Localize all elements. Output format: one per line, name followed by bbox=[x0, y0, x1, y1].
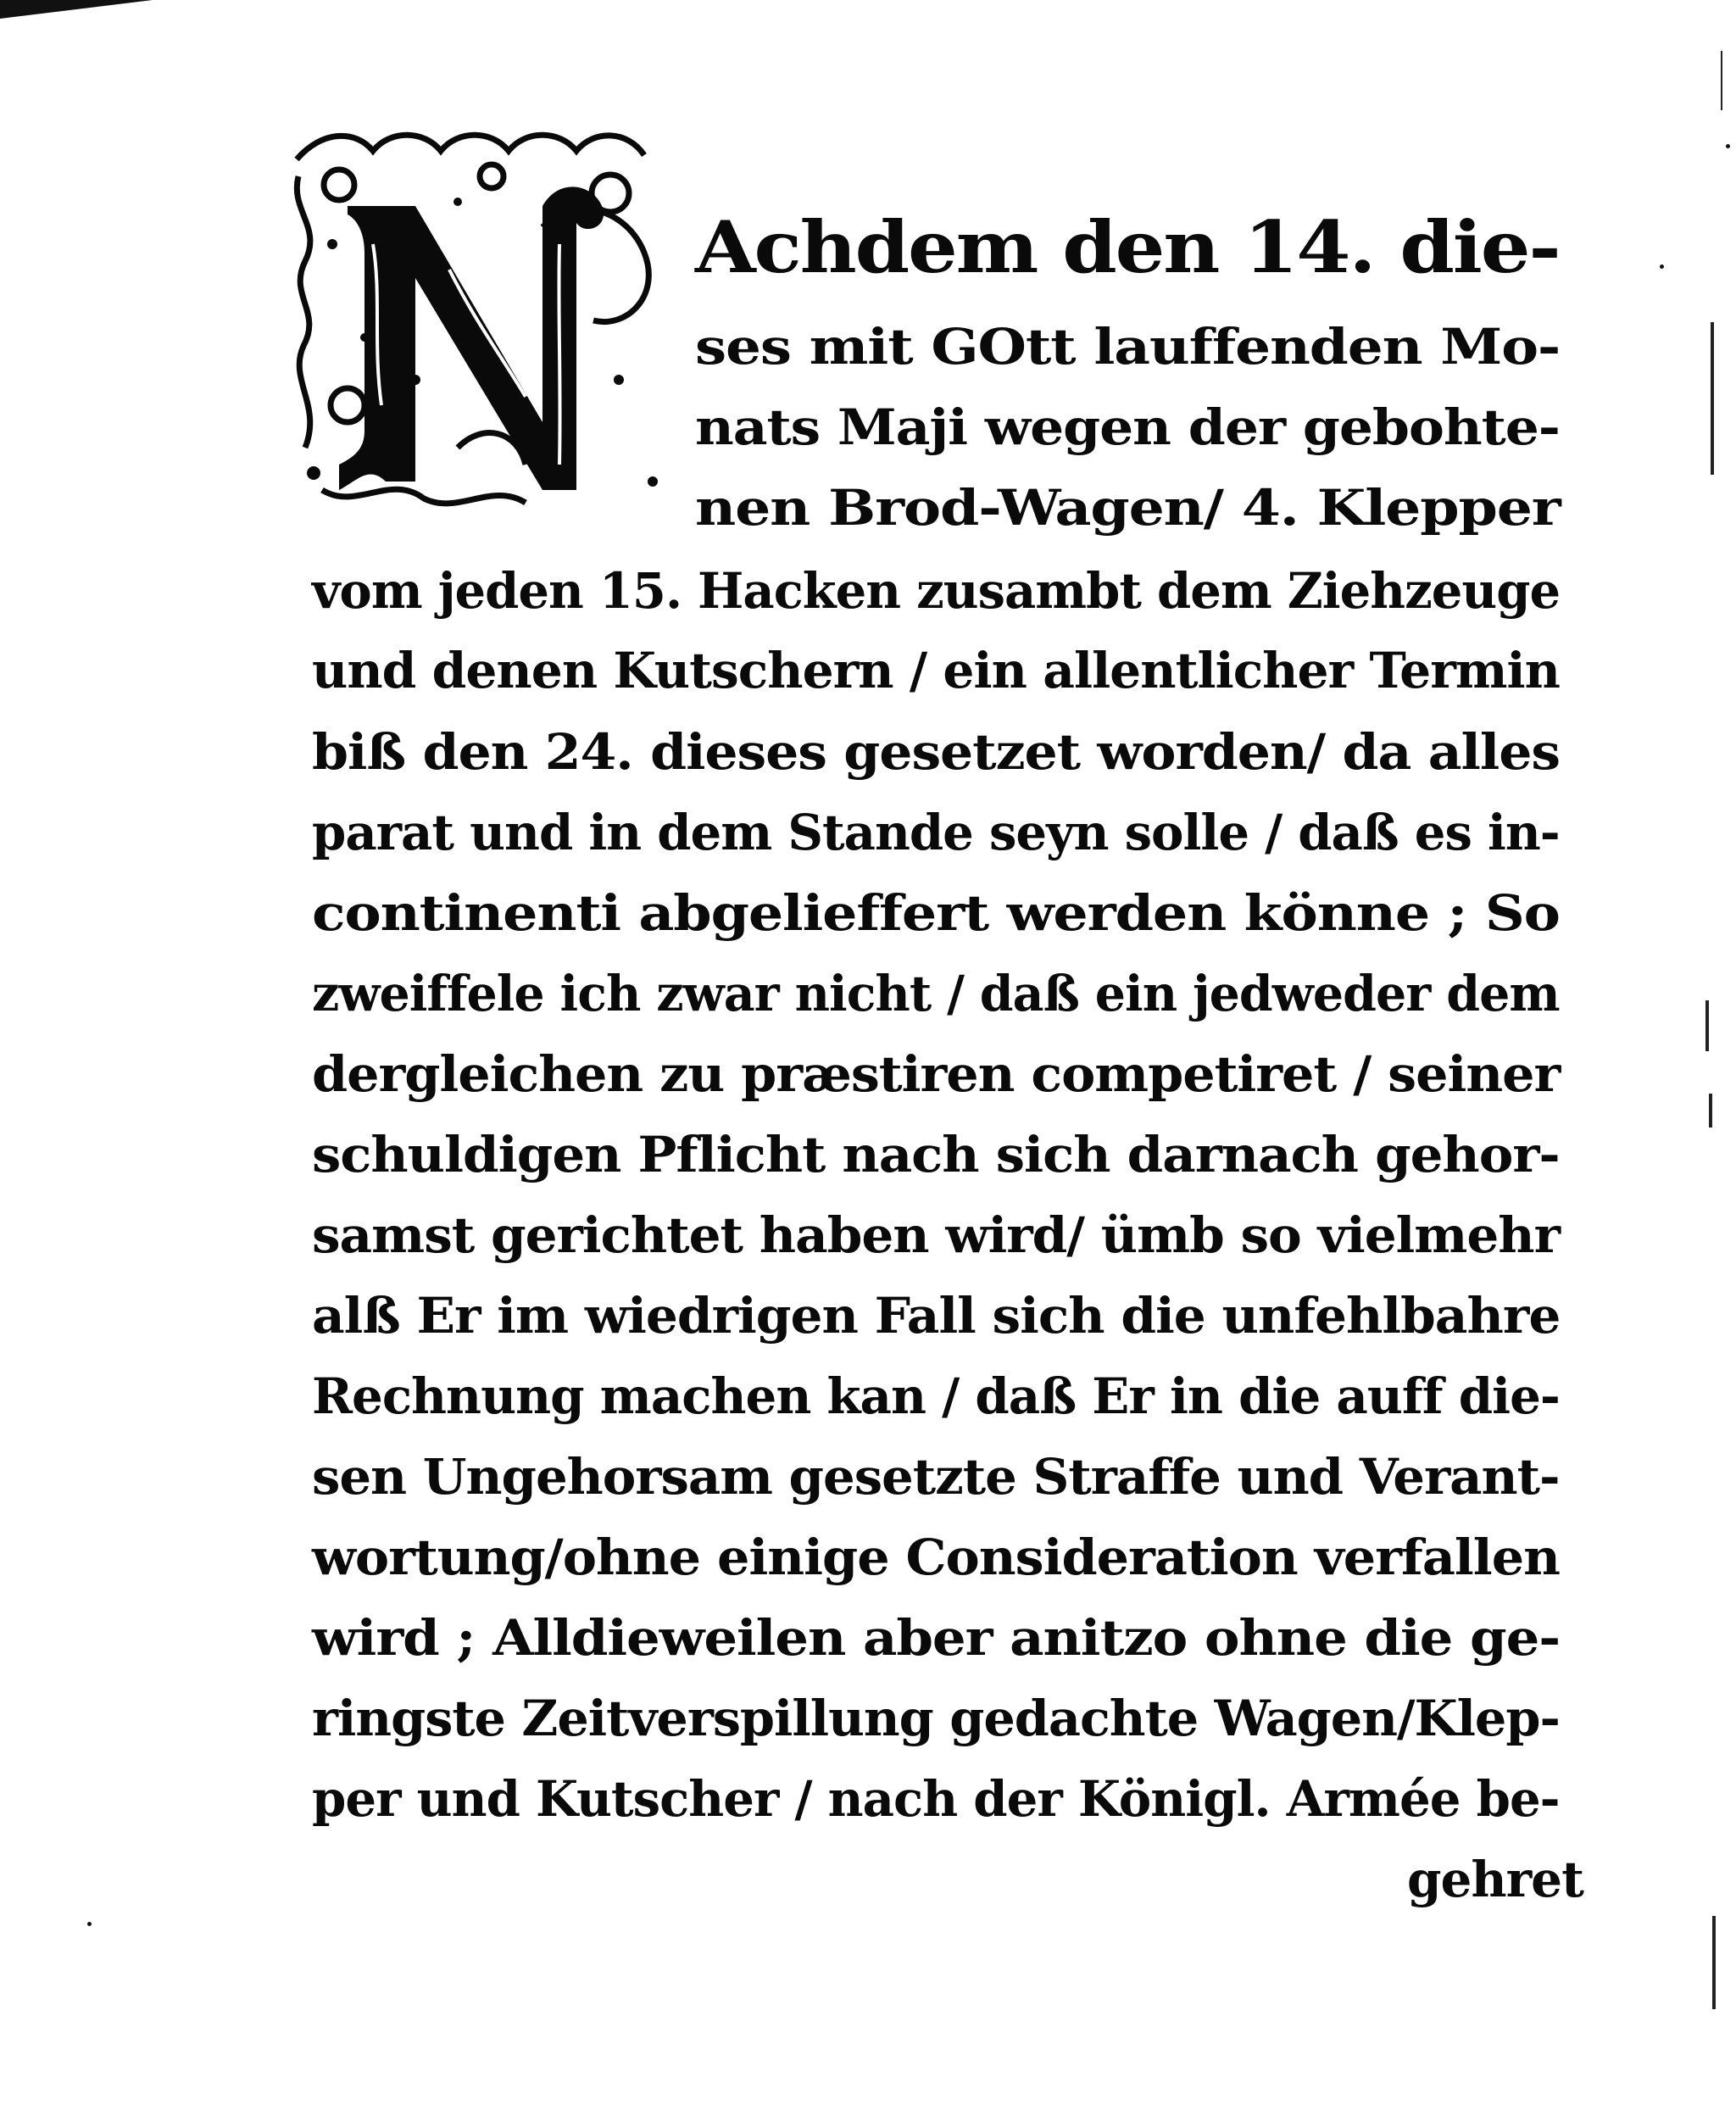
text-line: zweiffele ich zwar nicht / daß ein jedweder dem bbox=[312, 965, 1560, 1022]
ink-speck bbox=[87, 1922, 92, 1926]
text-line: per und Kutscher / nach der Königl. Armée be- bbox=[312, 1770, 1560, 1828]
ornamental-initial bbox=[288, 125, 685, 515]
text-line: biß den 24. dieses gesetzet worden/ da alles bbox=[312, 723, 1560, 781]
text-line: wortung/ohne einige Consideration verfallen bbox=[312, 1529, 1560, 1586]
text-line: wird ; Alldieweilen aber anitzo ohne die ge- bbox=[312, 1609, 1561, 1667]
text-line: parat und in dem Stande seyn solle / daß es in- bbox=[312, 804, 1560, 861]
text-line: Achdem den 14. die- bbox=[695, 205, 1560, 289]
text-line: dergleichen zu præstiren competiret / seiner bbox=[312, 1045, 1561, 1103]
text-line: samst gerichtet haben wird/ ümb so vielmehr bbox=[312, 1206, 1560, 1264]
text-line: continenti abgelieffert werden könne ; So bbox=[312, 884, 1560, 942]
text-line: sen Ungehorsam gesetzte Straffe und Verant- bbox=[312, 1448, 1560, 1506]
scan-edge-mark bbox=[1705, 1000, 1709, 1051]
text-line: Rechnung machen kan / daß Er in die auff die- bbox=[312, 1367, 1560, 1425]
scan-edge-mark bbox=[1712, 1916, 1716, 2009]
text-line: und denen Kutschern / ein allentlicher Termin bbox=[312, 642, 1560, 699]
scan-edge-mark bbox=[1709, 1094, 1712, 1128]
scan-edge-mark bbox=[1721, 51, 1722, 110]
catchword: gehret bbox=[1407, 1851, 1583, 1908]
text-line: nats Maji wegen der gebohte- bbox=[695, 398, 1560, 456]
text-line: schuldigen Pflicht nach sich darnach gehor- bbox=[312, 1126, 1560, 1183]
text-line: ringste Zeitverspillung gedachte Wagen/Klep- bbox=[312, 1690, 1560, 1747]
ink-speck bbox=[1726, 144, 1730, 148]
ink-speck bbox=[1660, 264, 1664, 269]
scan-edge-mark bbox=[1711, 322, 1714, 475]
text-line: ses mit GOtt lauffenden Mo- bbox=[695, 318, 1561, 376]
text-line: vom jeden 15. Hacken zusambt dem Ziehzeuge bbox=[312, 562, 1561, 620]
text-line: alß Er im wiedrigen Fall sich die unfehlbahre bbox=[312, 1287, 1561, 1345]
scan-corner-shadow bbox=[0, 0, 153, 19]
text-line: nen Brod-Wagen/ 4. Klepper bbox=[695, 479, 1561, 537]
